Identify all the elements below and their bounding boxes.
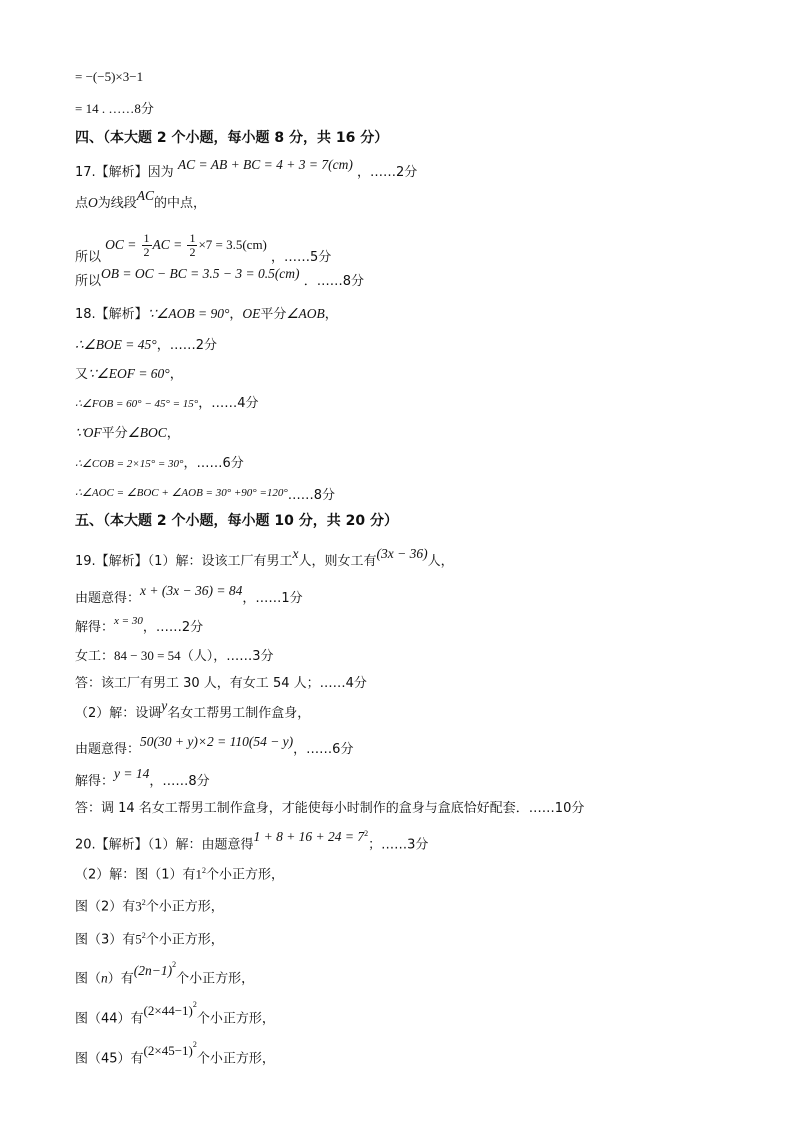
text: 又 xyxy=(75,367,89,382)
text: 平分 xyxy=(101,426,128,441)
math: y = 14 xyxy=(114,766,150,781)
q17-label: 17.【解析】因为 xyxy=(75,165,174,180)
q20-line-3 xyxy=(75,894,224,916)
exponent: 2 xyxy=(172,960,177,969)
fraction-half xyxy=(187,232,197,259)
q17-line-2 xyxy=(75,188,207,213)
q18-line-5 xyxy=(75,424,180,443)
point-o: O xyxy=(88,195,98,210)
text: 名女工帮男工制作盒身， xyxy=(167,706,311,721)
q18-line-1 xyxy=(75,305,338,324)
math: x = 30 xyxy=(114,615,143,627)
math: OE xyxy=(242,306,261,321)
q20-label: 20.【解析】（1）解：由题意得 xyxy=(75,837,254,853)
math: ×7 = 3.5(cm) xyxy=(198,237,267,252)
q19-line-5: 答：该工厂有男工 30 人，有女工 54 人；……4分 xyxy=(75,676,367,691)
q19-line-7 xyxy=(75,734,354,759)
math: x + (3x − 36) = 84 xyxy=(140,583,243,598)
q18-line-2 xyxy=(75,336,217,355)
q17-math: AC = AB + BC = 4 + 3 = 7(cm) xyxy=(177,157,353,172)
text: ）有 xyxy=(107,971,134,987)
q19-line-9: 答：调 14 名女工帮男工制作盒身，才能使每小时制作的盒身与盒底恰好配套．……10分 xyxy=(75,801,585,816)
exponent: 2 xyxy=(141,931,146,940)
score: ，……1分 xyxy=(242,591,303,606)
var-x: x xyxy=(292,546,299,561)
q19-line-2 xyxy=(75,583,303,608)
equation-line-2 xyxy=(75,100,154,119)
math: ∴∠FOB = 60° − 45° = 15° xyxy=(75,398,199,410)
math: 1 + 8 + 16 + 24 = 7 xyxy=(253,829,365,845)
q19-line-4 xyxy=(75,647,273,666)
score: ；……3分 xyxy=(368,837,429,853)
text: 个小正方形， xyxy=(145,932,224,948)
text: 图（44）有 xyxy=(75,1011,144,1027)
text: 平分 xyxy=(260,307,287,322)
text: ， xyxy=(169,367,183,382)
text: 女工： xyxy=(75,649,115,664)
text: 为线段 xyxy=(97,196,137,211)
q18-line-4 xyxy=(75,395,259,413)
exponent: 2 xyxy=(192,1000,197,1009)
equation-text: = 14 . ……8分 xyxy=(75,101,154,116)
section-heading-5: 五、（本大题 2 个小题，每小题 10 分，共 20 分） xyxy=(75,513,398,529)
q20-line-4 xyxy=(75,927,224,949)
base: (2×44−1) xyxy=(143,1003,193,1019)
q20-line-7 xyxy=(75,1040,275,1068)
text: 图（2）有 xyxy=(75,899,136,915)
text: 个小正方形， xyxy=(196,1011,275,1027)
text: 由题意得： xyxy=(75,742,141,757)
score: ……8分 xyxy=(287,488,336,503)
base: 1 xyxy=(195,866,203,882)
var-y: y xyxy=(161,698,168,713)
text: 解得： xyxy=(75,774,115,789)
math: 84 − 30 = 54 xyxy=(114,648,181,663)
score: ，……5分 xyxy=(271,250,332,265)
text: 解得： xyxy=(75,620,115,635)
text: 个小正方形， xyxy=(145,899,224,915)
math: (3x − 36) xyxy=(376,546,428,561)
base: 5 xyxy=(135,931,142,947)
text: ， xyxy=(229,307,243,322)
text: 的中点， xyxy=(154,196,207,211)
base: 3 xyxy=(135,898,142,914)
q18-line-6 xyxy=(75,455,244,473)
score: ，……6分 xyxy=(183,456,244,471)
q19-line-3 xyxy=(75,615,204,637)
text: 图（45）有 xyxy=(75,1051,144,1067)
math: ∵∠EOF = 60° xyxy=(88,366,170,381)
denominator: 2 xyxy=(189,245,196,259)
base: (2n−1) xyxy=(133,963,173,979)
base: (2×45−1) xyxy=(143,1043,193,1059)
q20-line-6 xyxy=(75,1000,275,1028)
text: 个小正方形， xyxy=(176,971,255,987)
score: ，……6分 xyxy=(293,742,354,757)
text: 个小正方形， xyxy=(196,1051,275,1067)
q17-line-3 xyxy=(75,231,332,265)
math: ∵OF xyxy=(75,425,102,440)
q20-line-1 xyxy=(75,829,429,854)
q17-score: ，……2分 xyxy=(357,165,418,180)
text: （2）解：设调 xyxy=(75,706,162,721)
text: 个小正方形， xyxy=(206,867,285,883)
math: OB = OC − BC = 3.5 − 3 = 0.5(cm) xyxy=(101,266,300,281)
exponent: 2 xyxy=(192,1040,197,1049)
text: 人， xyxy=(427,554,454,569)
score: ．……8分 xyxy=(303,274,364,289)
denominator: 2 xyxy=(143,245,150,259)
text: 图（ xyxy=(75,971,102,987)
q19-line-8 xyxy=(75,766,210,791)
score: ，……4分 xyxy=(198,396,259,411)
q20-line-2 xyxy=(75,862,284,884)
score: ，……2分 xyxy=(156,338,217,353)
text: ， xyxy=(166,426,180,441)
equation-line-1 xyxy=(75,68,143,87)
q17-line-1 xyxy=(75,157,418,182)
math: AC = xyxy=(152,237,183,252)
numerator: 1 xyxy=(189,231,196,245)
q18-line-3 xyxy=(75,365,183,384)
math: ∠AOB xyxy=(286,306,325,321)
var-n: n xyxy=(101,970,108,986)
exponent: 2 xyxy=(364,829,369,838)
segment-ac: AC xyxy=(136,188,155,203)
q18-label: 18.【解析】 xyxy=(75,307,148,322)
text: 所以 xyxy=(75,250,102,265)
text: 所以 xyxy=(75,274,102,289)
text: 由题意得： xyxy=(75,591,141,606)
exponent: 2 xyxy=(202,866,207,875)
fraction-half xyxy=(142,232,152,259)
equation-text: = −(−5)×3−1 xyxy=(75,69,144,84)
score: （人），……3分 xyxy=(180,649,274,664)
q20-line-5 xyxy=(75,960,255,988)
q18-line-7 xyxy=(75,484,335,502)
math: ∵∠AOB = 90° xyxy=(147,306,230,321)
math: ∴∠AOC = ∠BOC + ∠AOB = 30° +90° =120° xyxy=(75,487,288,499)
text: ， xyxy=(324,307,338,322)
text: （2）解：图（1）有 xyxy=(75,867,196,883)
q19-line-6 xyxy=(75,698,311,723)
section-heading-4: 四、（本大题 2 个小题，每小题 8 分，共 16 分） xyxy=(75,130,389,146)
q19-label: 19.【解析】（1）解：设该工厂有男工 xyxy=(75,554,293,569)
text: 图（3）有 xyxy=(75,932,136,948)
math: OC = xyxy=(105,237,137,252)
q17-line-4 xyxy=(75,266,364,291)
math: ∠BOC xyxy=(127,425,167,440)
q19-line-1 xyxy=(75,546,454,571)
text: 点 xyxy=(75,196,89,211)
score: ，……8分 xyxy=(149,774,210,789)
numerator: 1 xyxy=(143,231,150,245)
exponent: 2 xyxy=(141,898,146,907)
math: ∴∠BOE = 45° xyxy=(75,337,157,352)
text: 人，则女工有 xyxy=(298,554,377,569)
score: ，……2分 xyxy=(142,620,204,635)
math: ∴∠COB = 2×15° = 30° xyxy=(75,458,184,470)
math: 50(30 + y)×2 = 110(54 − y) xyxy=(140,734,294,749)
